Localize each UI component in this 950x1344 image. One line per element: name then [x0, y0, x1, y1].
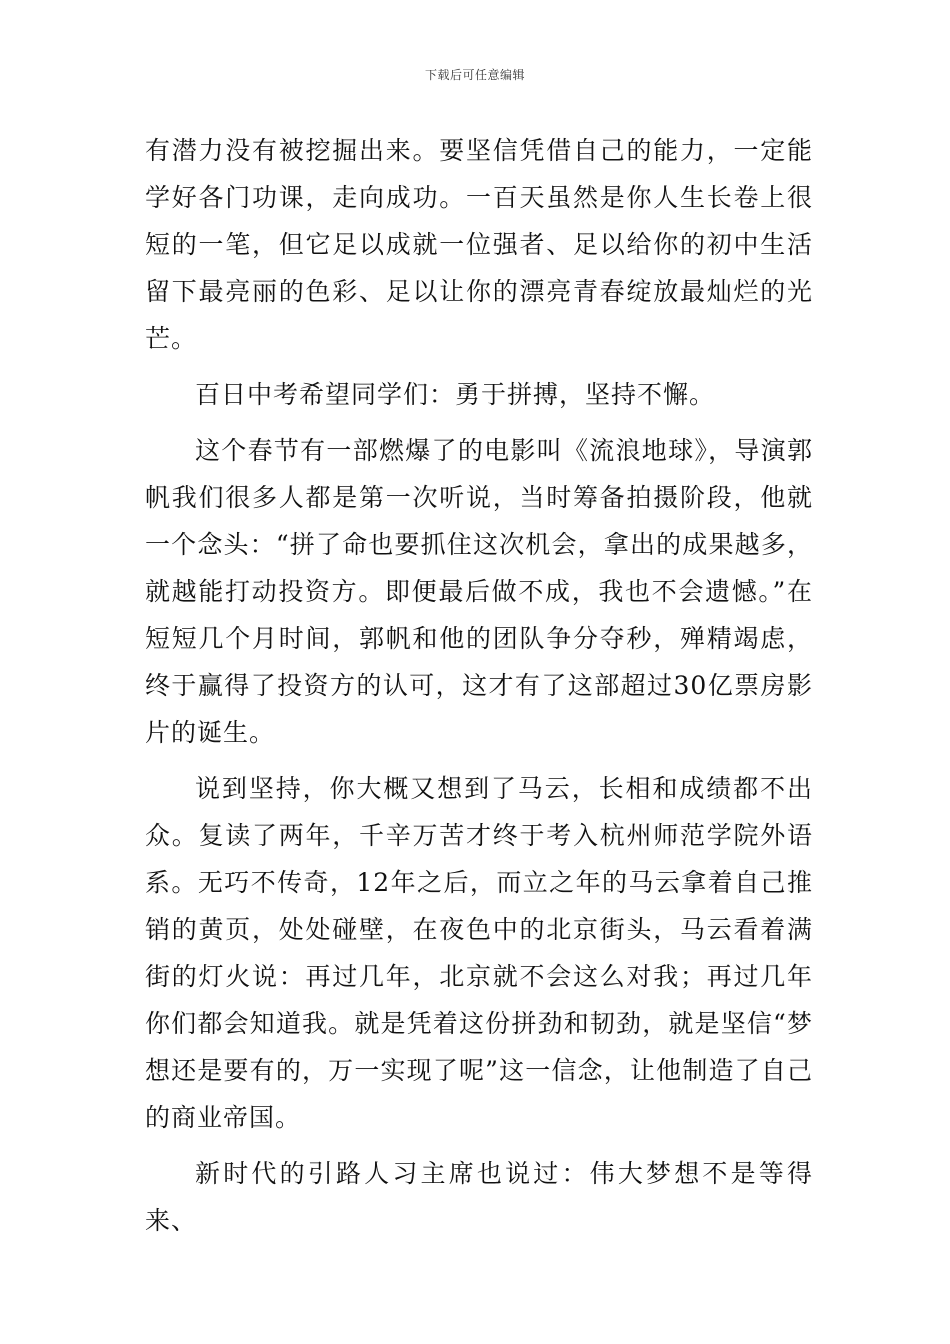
- paragraph-jack-ma: 说到坚持，你大概又想到了马云，长相和成绩都不出众。复读了两年，千辛万苦才终于考入杭州师范学院外语系。无巧不传奇，12年之后，而立之年的马云拿着自己推销的黄页，处处碰壁，在夜色中的北京街头，马云看着满街的灯火说：再过几年，北京就不会这么对我；再过几年你们都会知道我。就是凭着这份拼劲和韧劲，就是坚信“梦想还是要有的，万一实现了呢”这一信念，让他制造了自己的商业帝国。: [145, 774, 813, 1132]
- paragraph-new-era: 新时代的引路人习主席也说过：伟大梦想不是等得来、: [145, 1159, 813, 1235]
- paragraph-wandering-earth: 这个春节有一部燃爆了的电影叫《流浪地球》，导演郭帆我们很多人都是第一次听说，当时筹备拍摄阶段，他就一个念头：“拼了命也要抓住这次机会，拿出的成果越多，就越能打动投资方。即便最后做不成，我也不会遗憾。”在短短几个月时间，郭帆和他的团队争分夺秒，殚精竭虑，终于赢得了投资方的认可，这才有了这部超过30亿票房影片的诞生。: [145, 436, 813, 747]
- paragraph-slogan: 百日中考希望同学们：勇于拼搏，坚持不懈。: [195, 380, 716, 409]
- document-body: [145, 127, 813, 1253]
- page-header: 下载后可任意编辑: [424, 68, 525, 82]
- paragraph-continuation: 有潜力没有被挖掘出来。要坚信凭借自己的能力，一定能学好各门功课，走向成功。一百天虽然是你人生长卷上很短的一笔，但它足以成就一位强者、足以给你的初中生活留下最亮丽的色彩、足以让你的漂亮青春绽放最灿烂的光芒。: [145, 136, 813, 353]
